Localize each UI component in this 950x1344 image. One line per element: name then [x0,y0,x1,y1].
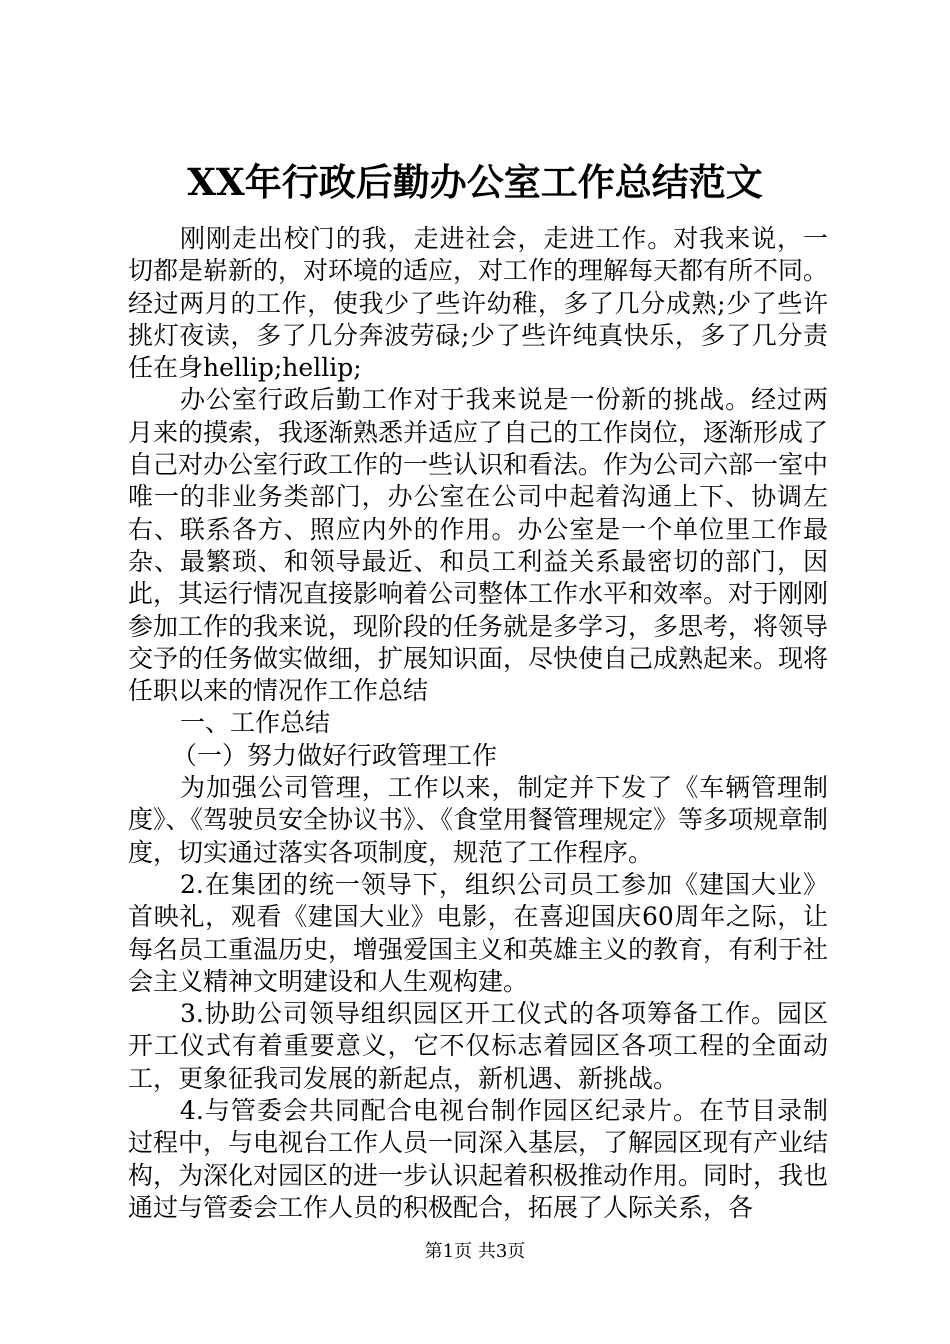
section-heading: 一、工作总结 [180,708,331,738]
paragraph-item-1: 为加强公司管理，工作以来，制定并下发了《车辆管理制度》、《驾驶员安全协议书》、《食堂用餐管理规定》等多项规章制度，切实通过落实各项制度，规范了工作程序。 [128,773,829,867]
paragraph-item-4: 4.与管委会共同配合电视台制作园区纪录片。在节目录制过程中，与电视台工作人员一同深入基层，了解园区现有产业结构，为深化对园区的进一步认识起着积极推动作用。同时，我也通过与管委会工作人员的积极配合，拓展了人际关系，各 [128,1096,829,1222]
subsection-heading: （一）努力做好行政管理工作 [172,740,498,770]
paragraph-item-2: 2.在集团的统一领导下，组织公司员工参加《建国大业》首映礼，观看《建国大业》电影，在喜迎国庆60周年之际，让每名员工重温历史，增强爱国主义和英雄主义的教育，有利于社会主义精神文明建设和人生观构建。 [128,869,829,996]
document-title: XX年行政后勤办公室工作总结范文 [187,160,763,204]
paragraph-overview: 办公室行政后勤工作对于我来说是一份新的挑战。经过两月来的摸索，我逐渐熟悉并适应了自己的工作岗位，逐渐形成了自己对办公室行政工作的一些认识和看法。作为公司六部一室中唯一的非业务类部门，办公室在公司中起着沟通上下、协调左右、联系各方、照应内外的作用。办公室是一个单位里工作最杂、最繁琐、和领导最近、和员工利益关系最密切的部门，因此，其运行情况直接影响着公司整体工作水平和效率。对于刚刚参加工作的我来说，现阶段的任务就是多学习，多思考，将领导交予的任务做实做细，扩展知识面，尽快使自己成熟起来。现将任职以来的情况作工作总结 [128,385,829,706]
document-body [128,223,828,1224]
paragraph-intro: 刚刚走出校门的我，走进社会，走进工作。对我来说，一切都是崭新的，对环境的适应，对工作的理解每天都有所不同。经过两月的工作，使我少了些许幼稚，多了几分成熟;少了些许挑灯夜读，多了几分奔波劳碌;少了些许纯真快乐，多了几分责任在身hellip;hellip; [128,224,829,383]
paragraph-item-3: 3.协助公司领导组织园区开工仪式的各项筹备工作。园区开工仪式有着重要意义，它不仅标志着园区各项工程的全面动工，更象征我司发展的新起点，新机遇、新挑战。 [128,999,828,1093]
page-number-footer: 第1页 共3页 [424,1241,526,1262]
